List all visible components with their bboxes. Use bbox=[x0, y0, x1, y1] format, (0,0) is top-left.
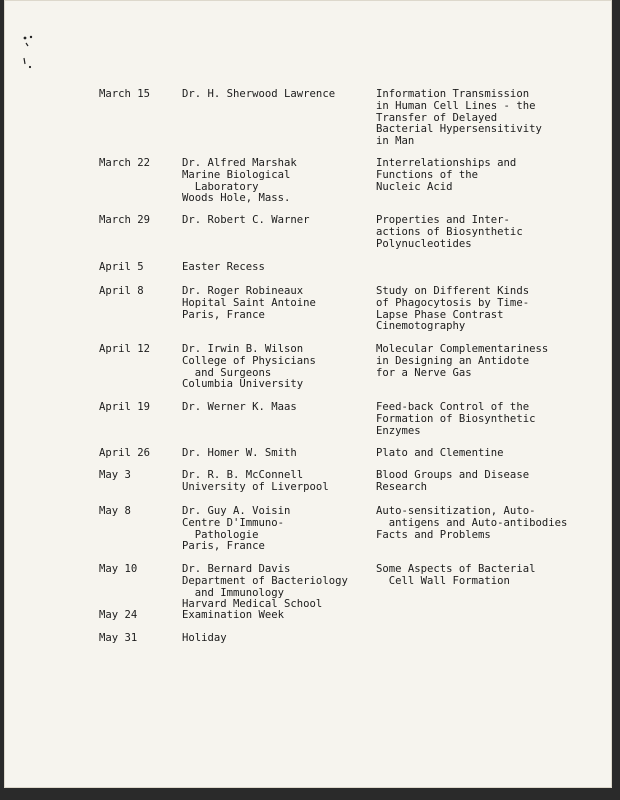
speaker-line: Laboratory bbox=[182, 180, 259, 193]
topic-line: Enzymes bbox=[376, 424, 421, 437]
speaker-line: Dr. Robert C. Warner bbox=[182, 214, 310, 226]
schedule-speaker bbox=[182, 215, 310, 227]
schedule-topic bbox=[376, 470, 529, 494]
speaker-line: Dr. Roger Robineaux bbox=[182, 285, 304, 297]
schedule-topic bbox=[376, 89, 542, 148]
topic-line: antigens and Auto-antibodies bbox=[376, 516, 568, 529]
topic-line: Functions of the bbox=[376, 168, 479, 181]
handwritten-marks bbox=[22, 34, 38, 74]
schedule-date: April 8 bbox=[99, 285, 144, 297]
topic-line: Plato and Clementine bbox=[376, 447, 504, 459]
speaker-line: Pathologie bbox=[182, 528, 259, 541]
speaker-line: and Immunology bbox=[182, 586, 285, 599]
speaker-line: Easter Recess bbox=[182, 261, 265, 273]
topic-line: actions of Biosynthetic bbox=[376, 225, 523, 238]
topic-line: Information Transmission bbox=[376, 88, 530, 100]
topic-line: Study on Different Kinds bbox=[376, 285, 530, 297]
schedule-topic bbox=[376, 402, 535, 437]
speaker-line: Paris, France bbox=[182, 540, 265, 553]
topic-line: Cell Wall Formation bbox=[376, 574, 510, 587]
topic-line: Some Aspects of Bacterial bbox=[376, 563, 536, 575]
topic-line: Blood Groups and Disease bbox=[376, 469, 530, 481]
topic-line: in Designing an Antidote bbox=[376, 354, 530, 367]
schedule-speaker bbox=[182, 448, 297, 460]
speaker-line: Dr. Homer W. Smith bbox=[182, 447, 297, 459]
schedule-date: May 24 bbox=[99, 609, 138, 621]
speaker-line: Examination Week bbox=[182, 609, 285, 621]
schedule-topic bbox=[376, 448, 504, 460]
topic-line: of Phagocytosis by Time- bbox=[376, 296, 530, 309]
topic-line: Properties and Inter- bbox=[376, 214, 510, 226]
topic-line: Auto-sensitization, Auto- bbox=[376, 505, 536, 517]
speaker-line: Dr. Irwin B. Wilson bbox=[182, 343, 304, 355]
schedule-date: April 12 bbox=[99, 343, 151, 355]
schedule-speaker bbox=[182, 89, 335, 101]
schedule-date: March 15 bbox=[99, 88, 151, 100]
schedule-speaker bbox=[182, 470, 329, 494]
topic-line: Molecular Complementariness bbox=[376, 343, 549, 355]
schedule-date: March 22 bbox=[99, 157, 151, 169]
topic-line: Transfer of Delayed bbox=[376, 111, 498, 124]
schedule-speaker bbox=[182, 262, 265, 274]
speaker-line: Dr. R. B. McConnell bbox=[182, 469, 304, 481]
schedule-speaker bbox=[182, 158, 297, 205]
schedule-speaker bbox=[182, 344, 316, 391]
schedule-topic bbox=[376, 344, 548, 379]
schedule-date: April 26 bbox=[99, 447, 151, 459]
speaker-line: Dr. Guy A. Voisin bbox=[182, 505, 291, 517]
speaker-line: College of Physicians bbox=[182, 354, 316, 367]
schedule-date: March 29 bbox=[99, 214, 151, 226]
schedule-topic bbox=[376, 564, 535, 588]
document-page bbox=[4, 0, 612, 788]
topic-line: Nucleic Acid bbox=[376, 180, 453, 193]
topic-line: Cinemotography bbox=[376, 320, 466, 333]
schedule-speaker bbox=[182, 610, 284, 622]
schedule-date: May 3 bbox=[99, 469, 131, 481]
schedule-speaker bbox=[182, 506, 290, 553]
schedule-date: April 5 bbox=[99, 261, 144, 273]
schedule-date: May 10 bbox=[99, 563, 138, 575]
schedule-date: April 19 bbox=[99, 401, 151, 413]
speaker-line: Dr. Werner K. Maas bbox=[182, 401, 297, 413]
topic-line: for a Nerve Gas bbox=[376, 366, 472, 379]
speaker-line: Harvard Medical School bbox=[182, 598, 323, 611]
topic-line: Research bbox=[376, 480, 428, 493]
speaker-line: and Surgeons bbox=[182, 366, 272, 379]
topic-line: Facts and Problems bbox=[376, 528, 491, 541]
topic-line: Bacterial Hypersensitivity bbox=[376, 123, 542, 136]
schedule-date: May 31 bbox=[99, 632, 138, 644]
speaker-line: Dr. Bernard Davis bbox=[182, 563, 291, 575]
schedule-speaker bbox=[182, 402, 297, 414]
topic-line: Interrelationships and bbox=[376, 157, 517, 169]
speaker-line: Department of Bacteriology bbox=[182, 574, 348, 587]
speaker-line: Dr. H. Sherwood Lawrence bbox=[182, 88, 336, 100]
ink-marks-icon bbox=[22, 34, 38, 74]
schedule-topic bbox=[376, 215, 523, 250]
topic-line: Lapse Phase Contrast bbox=[376, 308, 504, 321]
topic-line: in Man bbox=[376, 135, 415, 148]
speaker-line: Dr. Alfred Marshak bbox=[182, 157, 297, 169]
schedule-topic bbox=[376, 158, 516, 193]
speaker-line: Holiday bbox=[182, 632, 227, 644]
speaker-line: Woods Hole, Mass. bbox=[182, 192, 291, 205]
speaker-line: Centre D'Immuno- bbox=[182, 516, 285, 529]
topic-line: Feed-back Control of the bbox=[376, 401, 530, 413]
schedule-topic bbox=[376, 286, 529, 333]
speaker-line: Hopital Saint Antoine bbox=[182, 296, 316, 309]
schedule-speaker bbox=[182, 633, 227, 645]
schedule-date: May 8 bbox=[99, 505, 131, 517]
speaker-line: Columbia University bbox=[182, 378, 304, 391]
topic-line: Polynucleotides bbox=[376, 237, 472, 250]
schedule-topic bbox=[376, 506, 567, 541]
speaker-line: University of Liverpool bbox=[182, 480, 329, 493]
topic-line: in Human Cell Lines - the bbox=[376, 99, 536, 112]
speaker-line: Marine Biological bbox=[182, 168, 291, 181]
speaker-line: Paris, France bbox=[182, 308, 265, 321]
schedule-speaker bbox=[182, 286, 316, 321]
schedule-speaker bbox=[182, 564, 348, 611]
topic-line: Formation of Biosynthetic bbox=[376, 412, 536, 425]
